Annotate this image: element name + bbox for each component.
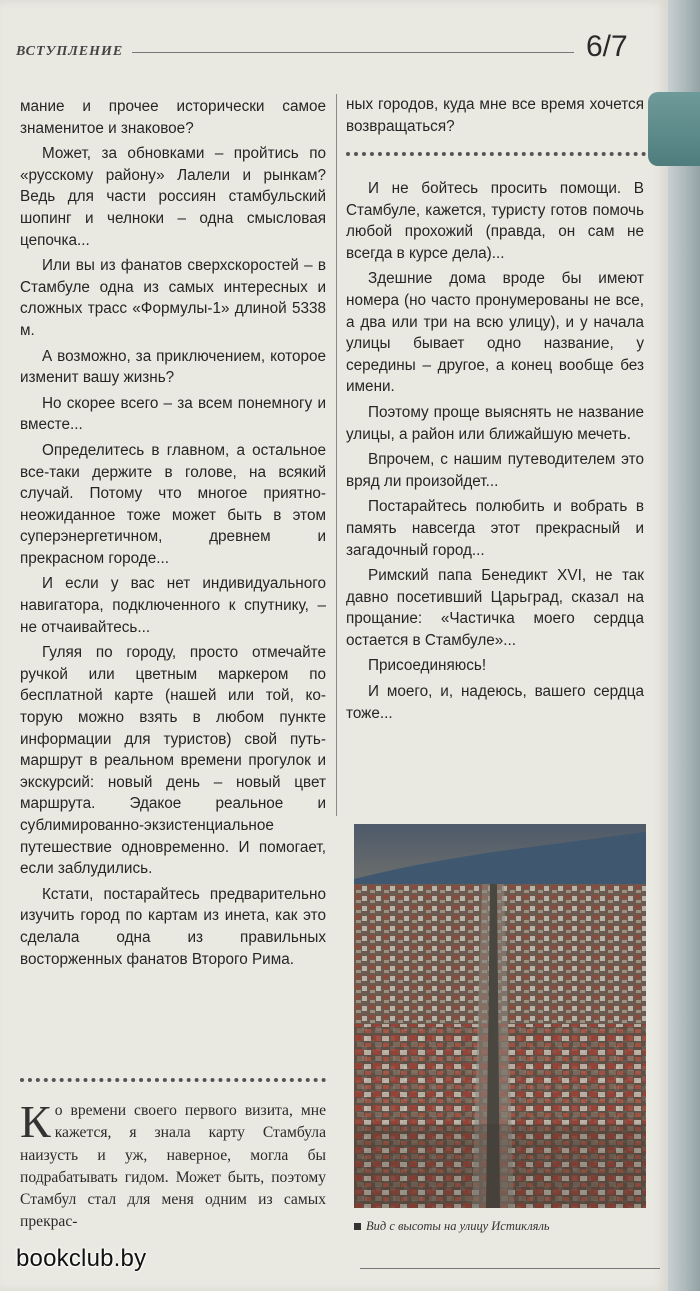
- pull-quote-text: о времени своего первого визита, мне кажется, я знала карту Стамбула наизусть и уж, наверное, могла бы подрабатывать гидом. Может быть, поэтому Стамбул стал для меня одним из самых прекрас-: [20, 1102, 326, 1231]
- paragraph: Здешние дома вроде бы имеют номера (но часто пронумерованы не все, а два или три на всю улицу), и у начала улицы бывает одно название, у середины – другое, а конец вообще без имени.: [346, 270, 644, 396]
- page-edge: [668, 0, 700, 1291]
- thumb-index-tab: [648, 92, 700, 166]
- photo-caption: [354, 1219, 654, 1234]
- left-column: [20, 96, 326, 974]
- right-column-continuation: [346, 94, 644, 141]
- photo-caption-text: Вид с высоты на улицу Истикляль: [366, 1219, 550, 1233]
- watermark: bookclub.by: [16, 1245, 147, 1272]
- paragraph: Но скорее всего – за всем понемногу и вместе...: [20, 394, 326, 434]
- header-rule: [132, 52, 574, 53]
- paragraph: Присоединяюсь!: [368, 657, 487, 675]
- aerial-city-photo: [354, 824, 646, 1208]
- paragraph: ных городов, куда мне все время хочется возвращаться?: [346, 96, 644, 135]
- dotted-separator: [346, 152, 646, 156]
- aerial-photo-illustration: [354, 824, 646, 1208]
- paragraph: Гуляя по городу, просто отмечайте ручкой или цветным маркером по бесплатной карте (нашей или той, которую можно взять в любом пункте информации для туристов) свой путьмаршрут в реальном времени прогулок и экскурсий: новый день – новый цвет маршрута. Эдакое реальное и сублимированно-экзистенциальное путешествие одновременно. И помогает, если заблудились.: [20, 644, 326, 878]
- paragraph: Поэтому проще выяснять не название улицы, а район или ближайшую мечеть.: [346, 403, 644, 443]
- paragraph: И моего, и, надеюсь, вашего сердца тоже...: [346, 683, 644, 722]
- paragraph: И если у вас нет индивидуального навигатора, подключенного к спутнику, – не отчаивайтесь...: [20, 575, 326, 636]
- paragraph: И не бойтесь просить помощи. В Стамбуле, кажется, туристу готов помочь любой прохожий (правда, он сам не всегда в курсе дела)...: [346, 180, 644, 262]
- drop-cap: К: [20, 1096, 51, 1147]
- paragraph: Римский папа Бенедикт XVI, не так давно посетивший Царьград, сказал на прощание: «Частичка моего сердца остается в Стамбуле»...: [346, 567, 644, 649]
- paragraph: Может, за обновками – пройтись по «русскому району» Лалели и рынкам? Ведь для части россиян стамбульский шопинг и челноки – одна смысловая цепочка...: [20, 145, 326, 249]
- paragraph: Постарайтесь полюбить и вобрать в память навсегда этот прекрасный и загадочный город...: [346, 498, 644, 559]
- dotted-separator: [20, 1078, 326, 1082]
- right-column: [346, 178, 644, 728]
- column-divider: [336, 94, 337, 816]
- section-label: ВСТУПЛЕНИЕ: [16, 44, 124, 59]
- paragraph: Определитесь в главном, а остальное все-таки держите в голове, на всякий случай. Потому что многое приятно-неожиданное тоже может быть в этом суперэнергетичном, древнем и прекрасном городе...: [20, 441, 326, 567]
- paragraph: Впрочем, с нашим путеводителем это вряд ли произойдет...: [346, 451, 644, 490]
- paragraph: Кстати, постарайтесь предварительно изучить город по картам из инета, как это сделала одна из правильных восторженных фанатов Второго Рима.: [20, 885, 326, 968]
- page-header: [16, 30, 656, 74]
- paragraph: Или вы из фанатов сверхскоростей – в Стамбуле одна из самых интересных и сложных трасс «Формулы-1» длиной 5338 м.: [20, 257, 326, 339]
- pull-quote: [20, 1096, 326, 1234]
- paragraph: мание и прочее исторически самое знаменитое и знаковое?: [20, 98, 326, 137]
- square-bullet-icon: [354, 1223, 361, 1230]
- paragraph: А возможно, за приключением, которое изменит вашу жизнь?: [20, 347, 326, 387]
- page-number: 6/7: [586, 30, 628, 63]
- bottom-rule: [360, 1268, 660, 1269]
